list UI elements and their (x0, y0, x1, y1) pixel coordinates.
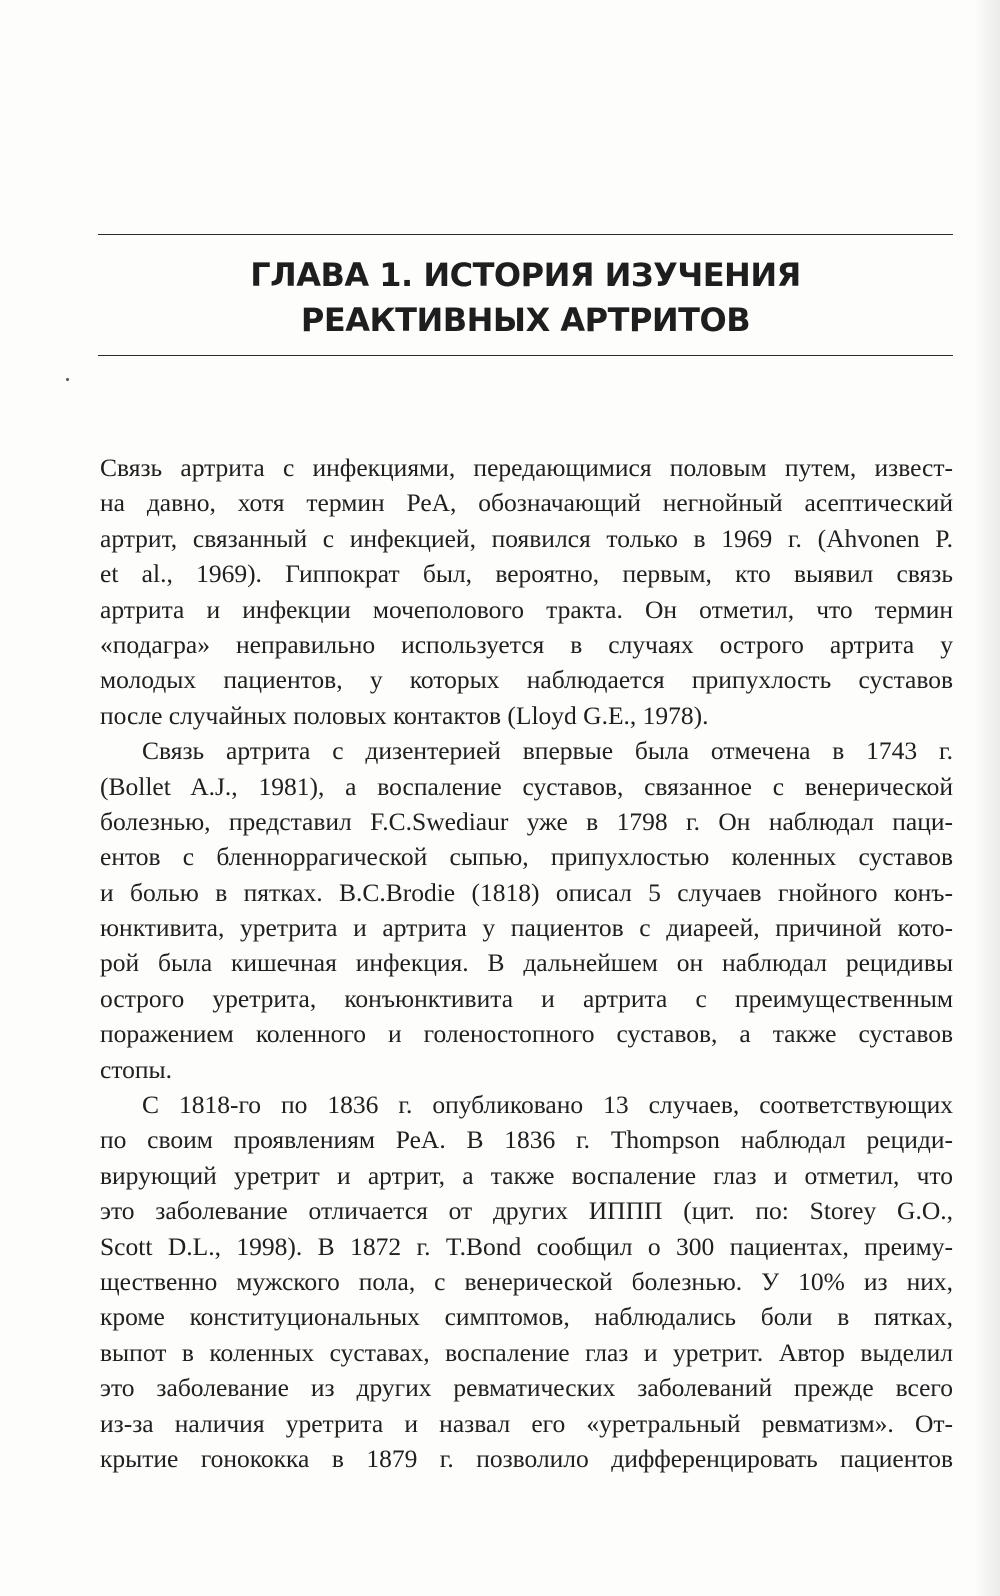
text-line: вирующий уретрит и артрит, а также воспаление глаз и отметил, что (100, 1160, 953, 1190)
text-line: крытие гонококка в 1879 г. позволило дифференцировать пациентов (100, 1443, 953, 1473)
text-line: выпот в коленных суставах, воспаление глаз и уретрит. Автор выделил (100, 1337, 953, 1367)
text-line: болезнью, представил F.C.Swediaur уже в 1798 г. Он наблюдал паци- (100, 806, 953, 836)
chapter-heading (98, 253, 953, 343)
text-line: Связь артрита с инфекциями, передающимися половым путем, извест- (100, 453, 953, 482)
text-line: поражением коленного и голеностопного суставов, а также суставов (100, 1019, 953, 1049)
page-edge-shadow (974, 0, 1000, 1596)
text-line: Scott D.L., 1998). В 1872 г. T.Bond сообщил о 300 пациентах, преиму- (100, 1231, 953, 1261)
text-line: et al., 1969). Гиппократ был, вероятно, первым, кто выявил связь (100, 559, 953, 589)
text-line: и болью в пятках. B.C.Brodie (1818) описал 5 случаев гнойного конъ- (100, 877, 953, 907)
text-line: молодых пациентов, у которых наблюдается припухлость суставов (100, 665, 953, 695)
print-speck (66, 378, 69, 381)
text-line: на давно, хотя термин РеА, обозначающий негнойный асептический (100, 488, 953, 518)
text-line: (Bollet A.J., 1981), а воспаление суставов, связанное с венерической (100, 771, 953, 801)
text-line: кроме конституциональных симптомов, наблюдались боли в пятках, (100, 1302, 953, 1332)
text-line: после случайных половых контактов (Lloyd G.E., 1978). (100, 700, 709, 730)
text-line: острого уретрита, конъюнктивита и артрита с преимущественным (100, 983, 953, 1013)
text-line: из-за наличия уретрита и назвал его «уретральный ревматизм». От- (100, 1408, 953, 1438)
text-line: рой была кишечная инфекция. В дальнейшем он наблюдал рецидивы (100, 948, 953, 978)
text-line: С 1818-го по 1836 г. опубликовано 13 случаев, соответствующих (142, 1090, 953, 1120)
text-line: артрит, связанный с инфекцией, появился только в 1969 г. (Ahvonen P. (100, 523, 953, 553)
text-line: щественно мужского пола, с венерической болезнью. У 10% из них, (100, 1266, 953, 1296)
text-line: это заболевание из других ревматических заболеваний прежде всего (100, 1373, 953, 1403)
text-line: стопы. (100, 1054, 173, 1084)
heading-bottom-rule (98, 355, 953, 356)
body-text (100, 450, 953, 1476)
text-line: юнктивита, уретрита и артрита у пациентов с диареей, причиной кото- (100, 913, 953, 943)
text-line: артрита и инфекции мочеполового тракта. Он отметил, что термин (100, 594, 953, 624)
text-line: ентов с бленноррагической сыпью, припухлостью коленных суставов (100, 842, 953, 872)
text-line: Связь артрита с дизентерией впервые была отмечена в 1743 г. (142, 736, 953, 766)
chapter-heading-line-2: РЕАКТИВНЫХ АРТРИТОВ (300, 301, 751, 339)
text-line: по своим проявлениям РеА. В 1836 г. Thompson наблюдал рециди- (100, 1125, 953, 1155)
heading-top-rule (98, 234, 953, 235)
text-line: это заболевание отличается от других ИППП (цит. по: Storey G.O., (100, 1196, 953, 1226)
text-line: «подагра» неправильно используется в случаях острого артрита у (100, 629, 953, 659)
chapter-heading-line-1: ГЛАВА 1. ИСТОРИЯ ИЗУЧЕНИЯ (250, 256, 801, 294)
